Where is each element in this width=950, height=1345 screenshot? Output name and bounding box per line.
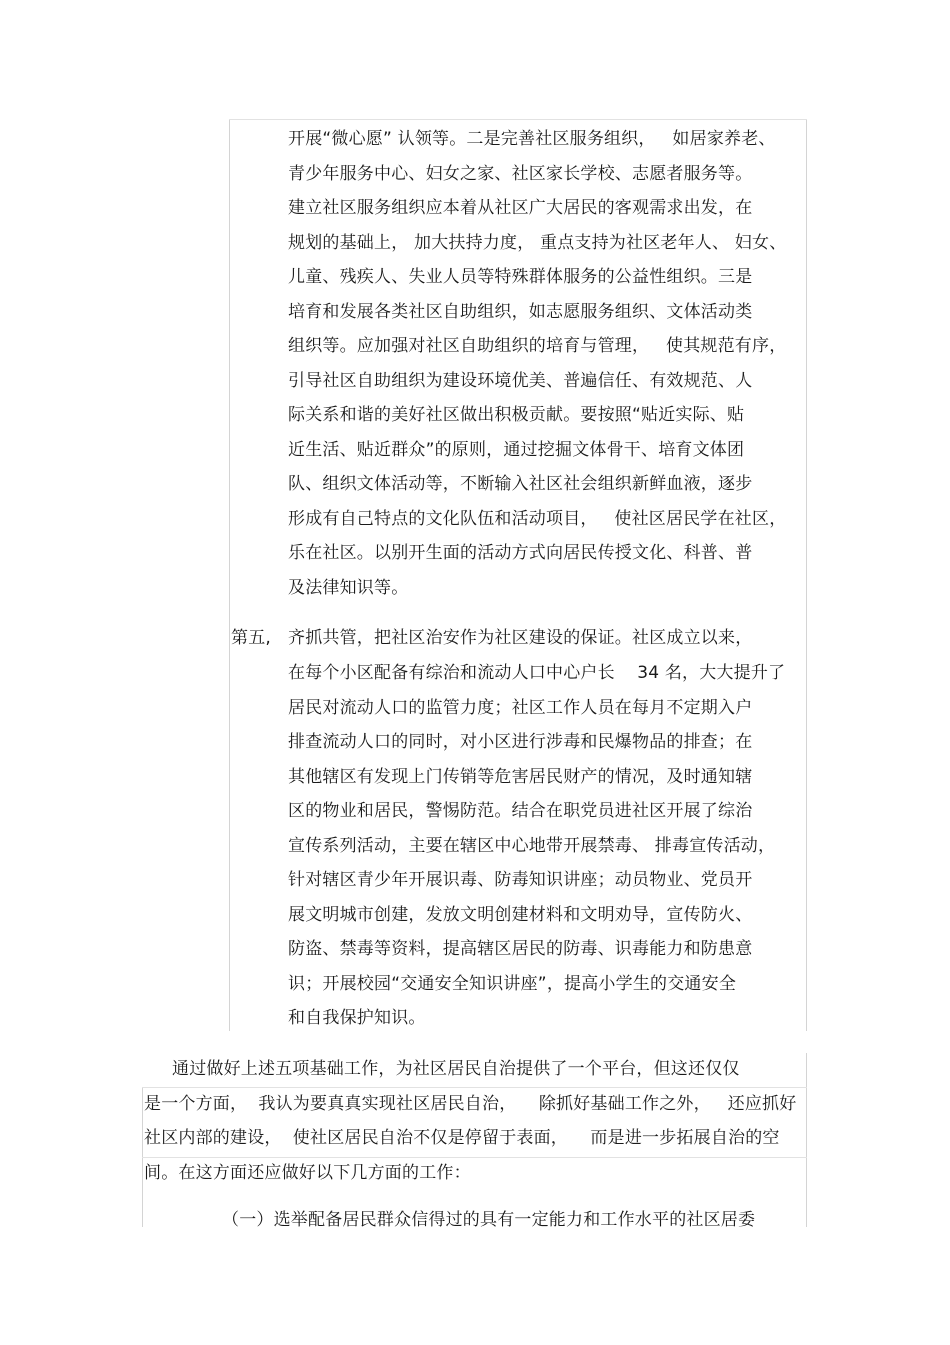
paragraph-line: 间。在这方面还应做好以下几方面的工作： bbox=[144, 1162, 471, 1183]
text-line: 识；开展校园“交通安全知识讲座”，提高小学生的交通安全 bbox=[288, 973, 737, 994]
text-line: 际关系和谐的美好社区做出积极贡献。要按照“贴近实际、贴 bbox=[288, 405, 745, 425]
text-line: 队、组织文体活动等，不断输入社区社会组织新鲜血液，逐步 bbox=[288, 474, 753, 494]
text-line: 防盗、禁毒等资料，提高辖区居民的防毒、识毒能力和防患意 bbox=[288, 939, 753, 959]
text-line: 培育和发展各类社区自助组织，如志愿服务组织、文体活动类 bbox=[288, 301, 753, 322]
text-line: 组织等。应加强对社区自助组织的培育与管理， 使其规范有序， bbox=[288, 336, 787, 356]
text-line: 针对辖区青少年开展识毒、防毒知识讲座；动员物业、党员开 bbox=[288, 870, 753, 890]
text-line: 和自我保护知识。 bbox=[288, 1008, 426, 1028]
paragraph-line: 是一个方面， 我认为要真真实现社区居民自治， 除抓好基础工作之外， 还应抓好 bbox=[144, 1093, 797, 1114]
table-border-left bbox=[229, 119, 230, 1031]
text-line: 乐在社区。以别开生面的活动方式向居民传授文化、科普、普 bbox=[288, 543, 753, 563]
fifth-label: 第五, bbox=[231, 628, 272, 648]
text-line: 宣传系列活动，主要在辖区中心地带开展禁毒、 排毒宣传活动， bbox=[288, 835, 776, 856]
text-line: 近生活、贴近群众”的原则，通过挖掘文体骨干、培育文体团 bbox=[288, 439, 745, 460]
para-border-mid bbox=[142, 1157, 807, 1158]
text-line: 在每个小区配备有综治和流动人口中心户长 34 名，大大提升了 bbox=[288, 663, 786, 683]
fifth-first-line: 齐抓共管，把社区治安作为社区建设的保证。社区成立以来， bbox=[288, 628, 753, 648]
text-line: 排查流动人口的同时，对小区进行涉毒和民爆物品的排查；在 bbox=[288, 732, 753, 752]
text-line: 青少年服务中心、妇女之家、社区家长学校、志愿者服务等。 bbox=[288, 163, 753, 184]
item-1-heading: （一）选举配备居民群众信得过的具有一定能力和工作水平的社区居委 bbox=[222, 1210, 756, 1230]
text-line: 居民对流动人口的监管力度；社区工作人员在每月不定期入户 bbox=[288, 697, 753, 718]
table-border-top bbox=[229, 119, 807, 120]
table-border-right bbox=[806, 119, 807, 1031]
text-line: 其他辖区有发现上门传销等危害居民财产的情况，及时通知辖 bbox=[288, 766, 753, 787]
text-line: 展文明城市创建，发放文明创建材料和文明劝导，宣传防火、 bbox=[288, 904, 753, 925]
text-line: 形成有自己特点的文化队伍和活动项目， 使社区居民学在社区， bbox=[288, 508, 787, 529]
text-line: 及法律知识等。 bbox=[288, 577, 409, 598]
text-line: 规划的基础上， 加大扶持力度， 重点支持为社区老年人、 妇女、 bbox=[288, 232, 787, 253]
text-line: 开展“微心愿” 认领等。二是完善社区服务组织， 如居家养老、 bbox=[288, 129, 776, 149]
para-border-top bbox=[142, 1087, 807, 1088]
text-line: 引导社区自助组织为建设环境优美、普遍信任、有效规范、人 bbox=[288, 370, 753, 391]
text-line: 建立社区服务组织应本着从社区广大居民的客观需求出发，在 bbox=[288, 198, 753, 218]
paragraph-line: 社区内部的建设， 使社区居民自治不仅是停留于表面， 而是进一步拓展自治的空 bbox=[144, 1128, 780, 1148]
para-border-right bbox=[806, 1053, 807, 1227]
paragraph-line: 通过做好上述五项基础工作，为社区居民自治提供了一个平台，但这还仅仅 bbox=[172, 1059, 740, 1079]
text-line: 区的物业和居民，警惕防范。结合在职党员进社区开展了综治 bbox=[288, 801, 753, 821]
text-line: 儿童、残疾人、失业人员等特殊群体服务的公益性组织。三是 bbox=[288, 267, 753, 287]
